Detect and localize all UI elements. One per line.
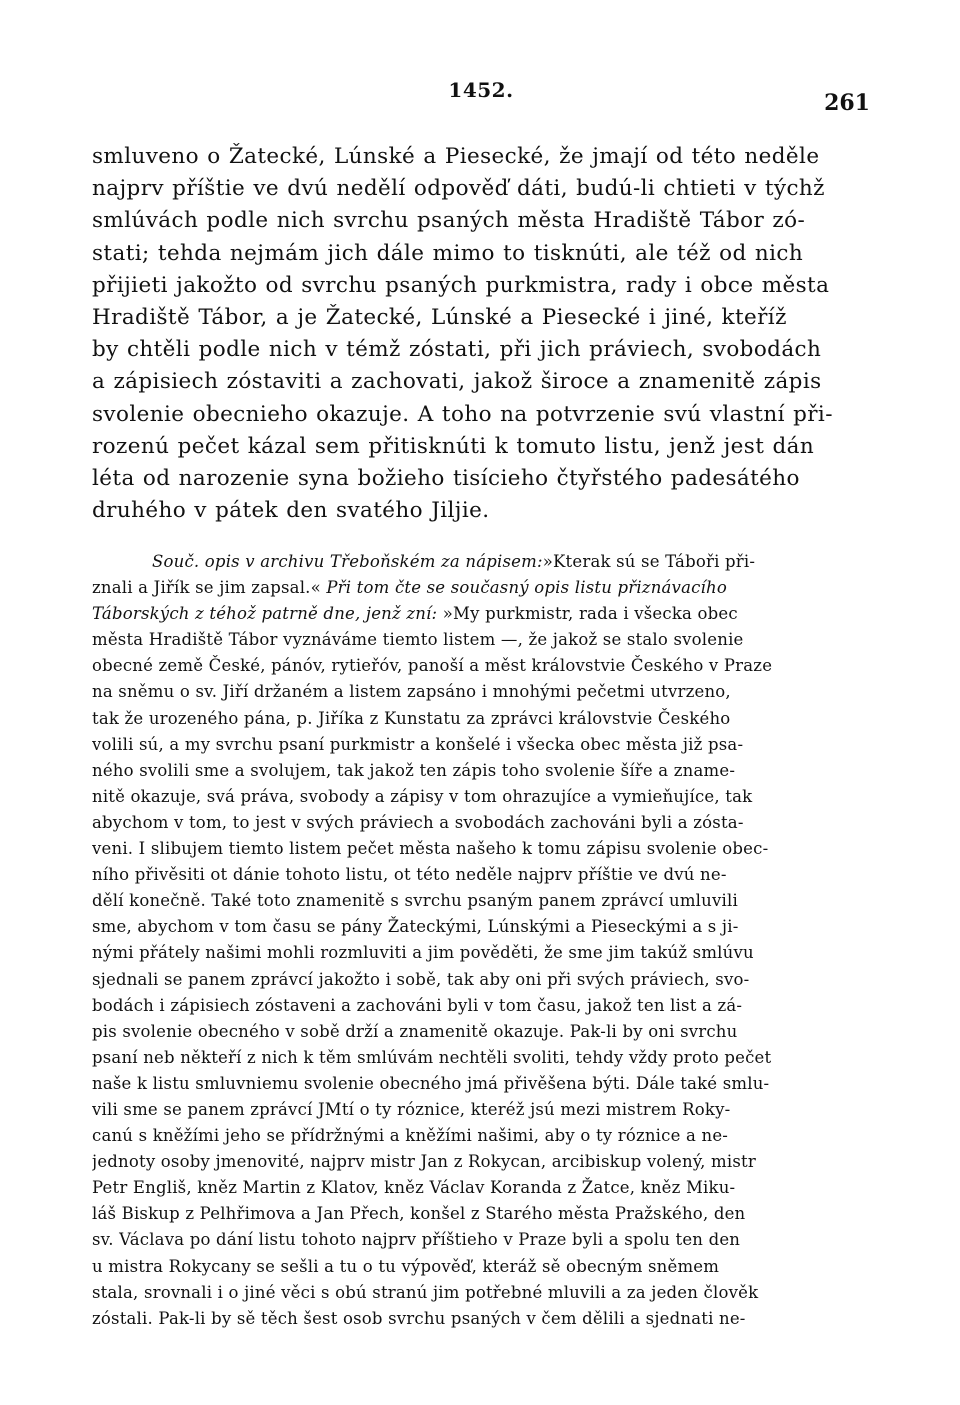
note-quote-start: »Kterak sú se Táboři při- <box>542 552 756 571</box>
note-line: jednoty osoby jmenovité, najprv mistr Jan z Rokycan, arcibiskup volený, mistr <box>92 1152 756 1172</box>
note-line: láš Biskup z Pelhřimova a Jan Přech, konšel z Starého města Pražského, den <box>92 1204 746 1224</box>
note-line: sv. Václava po dání listu tohoto najprv příštieho v Praze byli a spolu ten den <box>92 1230 741 1250</box>
note-line: zóstali. Pak-li by sě těch šest osob svrchu psaných v čem dělili a sjednati ne- <box>92 1308 746 1328</box>
editorial-comment: Při tom čte se současný opis listu přiznávacího <box>326 578 727 598</box>
quoted-text-start: »My purkmistr, rada i všecka obec <box>442 604 738 624</box>
main-line: a zápisiech zóstaviti a zachovati, jakož široce a znamenitě zápis <box>92 369 822 395</box>
main-line: druhého v pátek den svatého Jiljie. <box>92 498 490 524</box>
page-number: 261 <box>824 90 870 116</box>
note-line: psaní neb někteří z nich k těm smlúvám nechtěli svoliti, tehdy vždy proto pečet <box>92 1047 772 1067</box>
main-line: svolenie obecnieho okazuje. A toho na potvrzenie svú vlastní při- <box>92 401 833 427</box>
main-paragraph <box>92 141 870 527</box>
note-line: sjednali se panem zprávcí jakožto i sobě, tak aby oni při svých práviech, svo- <box>92 969 750 989</box>
note-line: abychom v tom, to jest v svých práviech a svobodách zachováni byli a zósta- <box>92 812 744 832</box>
note-line: na sněmu o sv. Jiří držaném a listem zapsáno i mnohými pečetmi utvrzeno, <box>92 682 731 702</box>
note-line: pis svolenie obecného v sobě drží a znamenitě okazuje. Pak-li by oni svrchu <box>92 1021 738 1041</box>
page-header <box>92 78 870 116</box>
page-year: 1452. <box>448 78 514 102</box>
note-line: sme, abychom v tom času se pány Žateckými, Lúnskými a Pieseckými a s ji- <box>92 917 739 937</box>
note-line: bodách i zápisiech zóstaveni a zachováni byli v tom času, jakož ten list a zá- <box>92 995 743 1015</box>
note-line <box>92 601 870 627</box>
main-line: stati; tehda nejmám jich dále mimo to tisknúti, ale též od nich <box>92 240 804 266</box>
note-line: naše k listu smluvniemu svolenie obecného jmá přivěšena býti. Dále také smlu- <box>92 1073 770 1093</box>
note-line: vili sme se panem zprávcí JMtí o ty róznice, kteréž jsú mezi mistrem Roky- <box>92 1099 731 1119</box>
note-line: Petr Engliš, kněz Martin z Klatov, kněz Václav Koranda z Žatce, kněz Miku- <box>92 1178 736 1198</box>
note-line: nými přátely našimi mohli rozmluviti a jim pověděti, že sme jim takúž smlúvu <box>92 943 754 963</box>
note-line: ního přivěsiti ot dánie tohoto listu, ot této neděle najprv příštie ve dvú ne- <box>92 865 727 885</box>
note-line: nitě okazuje, svá práva, svobody a zápisy v tom ohrazujíce a vymieňujíce, tak <box>92 786 753 806</box>
note-quote-end: znali a Jiřík se jim zapsal.« <box>92 578 321 598</box>
main-line: smlúvách podle nich svrchu psaných města Hradiště Tábor zó- <box>92 208 806 234</box>
note-line <box>92 575 870 601</box>
note-line: obecné země České, pánóv, rytieřóv, panoší a měst královstvie Českého v Praze <box>92 656 773 676</box>
main-line: rozenú pečet kázal sem přitisknúti k tomuto listu, jenž jest dán <box>92 433 815 459</box>
note-line: dělí konečně. Také toto znamenitě s svrchu psaným panem zprávcí umluvili <box>92 891 738 911</box>
main-line: přijieti jakožto od svrchu psaných purkmistra, rady i obce města <box>92 272 830 298</box>
main-line: Hradiště Tábor, a je Žatecké, Lúnské a Piesecké i jiné, kteříž <box>92 305 787 331</box>
note-line: stala, srovnali i o jiné věci s obú stranú jim potřebné mluvili a za jeden člověk <box>92 1282 759 1302</box>
note-line: veni. I slibujem tiemto listem pečet města našeho k tomu zápisu svolenie obec- <box>92 839 769 859</box>
note-line: canú s kněžími jeho se přídržnými a kněžími našimi, aby o ty róznice a ne- <box>92 1126 729 1146</box>
note-line: ného svolili sme a svolujem, tak jakož ten zápis toho svolenie šíře a zname- <box>92 760 736 780</box>
note-line: u mistra Rokycany se sešli a tu o tu výpověď, kteráž sě obecným sněmem <box>92 1256 720 1276</box>
main-line: by chtěli podle nich v témž zóstati, při jich práviech, svobodách <box>92 337 822 363</box>
editorial-note <box>92 549 870 1332</box>
source-reference: Souč. opis v archivu Třeboňském za nápisem: <box>152 552 543 571</box>
note-line: volili sú, a my svrchu psaní purkmistr a konšelé i všecka obec města již psa- <box>92 734 744 754</box>
editorial-comment-continued: Táborských z téhož patrně dne, jenž zní: <box>92 604 438 624</box>
note-line <box>92 549 870 575</box>
note-line: tak že urozeného pána, p. Jiříka z Kunstatu za zprávci královstvie Českého <box>92 708 731 728</box>
note-line: města Hradiště Tábor vyznáváme tiemto listem —, že jakož se stalo svolenie <box>92 630 744 650</box>
main-line: léta od narozenie syna božieho tisícieho čtyřstého padesátého <box>92 466 800 492</box>
main-line: smluveno o Žatecké, Lúnské a Piesecké, že jmají od této neděle <box>92 144 820 169</box>
main-line: najprv příštie ve dvú nedělí odpověď dáti, budú-li chtieti v týchž <box>92 176 825 202</box>
